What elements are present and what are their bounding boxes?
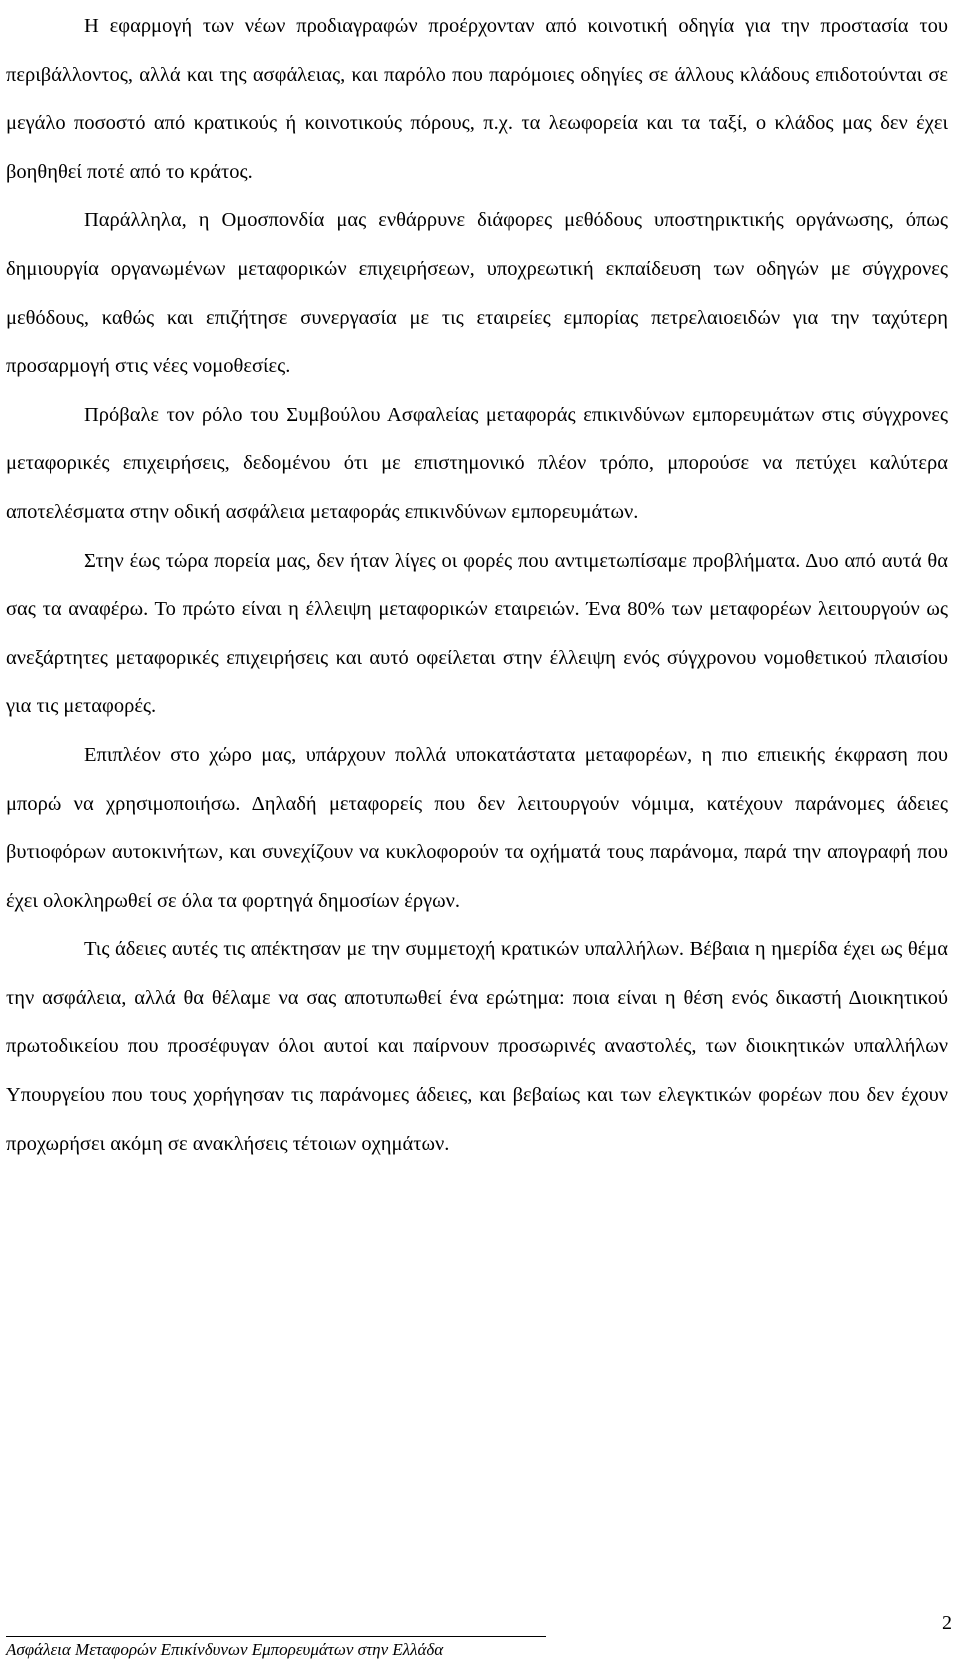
page-number: 2 [942, 1612, 952, 1634]
paragraph: Επιπλέον στο χώρο μας, υπάρχουν πολλά υποκατάστατα μεταφορέων, η πιο επιεικής έκφραση που μπορώ να χρησιμοποιήσω. Δηλαδή μεταφορείς που δεν λειτουργούν νόμιμα, κατέχουν παράνομες άδειες βυτιοφόρων αυτοκινήτων, και συνεχίζουν να κυκλοφορούν τα οχήματά τους παράνομα, παρά την απογραφή που έχει ολοκληρωθεί σε όλα τα φορτηγά δημοσίων έργων. [6, 743, 948, 912]
paragraph: Τις άδειες αυτές τις απέκτησαν με την συμμετοχή κρατικών υπαλλήλων. Βέβαια η ημερίδα έχει ως θέμα την ασφάλεια, αλλά θα θέλαμε να σας αποτυπωθεί ένα ερώτημα: ποια είναι η θέση ενός δικαστή Διοικητικού πρωτοδικείου που προσέφυγαν όλοι αυτοί και παίρνουν προσωρινές αναστολές, των διοικητικών υπαλλήλων Υπουργείου που τους χορήγησαν τις παράνομες άδειες, και βεβαίως και των ελεγκτικών φορέων που δεν έχουν προχωρήσει ακόμη σε ανακλήσεις τέτοιων οχημάτων. [6, 938, 948, 1155]
paragraph: Στην έως τώρα πορεία μας, δεν ήταν λίγες οι φορές που αντιμετωπίσαμε προβλήματα. Δυο από αυτά θα σας τα αναφέρω. Το πρώτο είναι η έλλειψη μεταφορικών εταιρειών. Ένα 80% των μεταφορέων λειτουργούν ως ανεξάρτητες μεταφορικές επιχειρήσεις και αυτό οφείλεται στην έλλειψη ενός σύγχρονου νομοθετικού πλαισίου για τις μεταφορές. [6, 549, 948, 718]
body-text [6, 2, 948, 1168]
footer-title: Ασφάλεια Μεταφορών Επικίνδυνων Εμπορευμάτων στην Ελλάδα [6, 1640, 444, 1659]
footer-divider [6, 1636, 546, 1637]
paragraph: Πρόβαλε τον ρόλο του Συμβούλου Ασφαλείας μεταφοράς επικινδύνων εμπορευμάτων στις σύγχρονες μεταφορικές επιχειρήσεις, δεδομένου ότι με επιστημονικό πλέον τρόπο, μπορούσε να πετύχει καλύτερα αποτελέσματα στην οδική ασφάλεια μεταφοράς επικινδύνων εμπορευμάτων. [6, 403, 948, 523]
paragraph: Η εφαρμογή των νέων προδιαγραφών προέρχονταν από κοινοτική οδηγία για την προστασία του περιβάλλοντος, αλλά και της ασφάλειας, και παρόλο που παρόμοιες οδηγίες σε άλλους κλάδους επιδοτούνται σε μεγάλο ποσοστό από κρατικούς ή κοινοτικούς πόρους, π.χ. τα λεωφορεία και τα ταξί, ο κλάδος μας δεν έχει βοηθηθεί ποτέ από το κράτος. [6, 15, 948, 183]
paragraph: Παράλληλα, η Ομοσπονδία μας ενθάρρυνε διάφορες μεθόδους υποστηρικτικής οργάνωσης, όπως δημιουργία οργανωμένων μεταφορικών επιχειρήσεων, υποχρεωτική εκπαίδευση των οδηγών με σύγχρονες μεθόδους, καθώς και επιζήτησε συνεργασία με τις εταιρείες εμπορίας πετρελαιοειδών για την ταχύτερη προσαρμογή στις νέες νομοθεσίες. [6, 209, 948, 378]
